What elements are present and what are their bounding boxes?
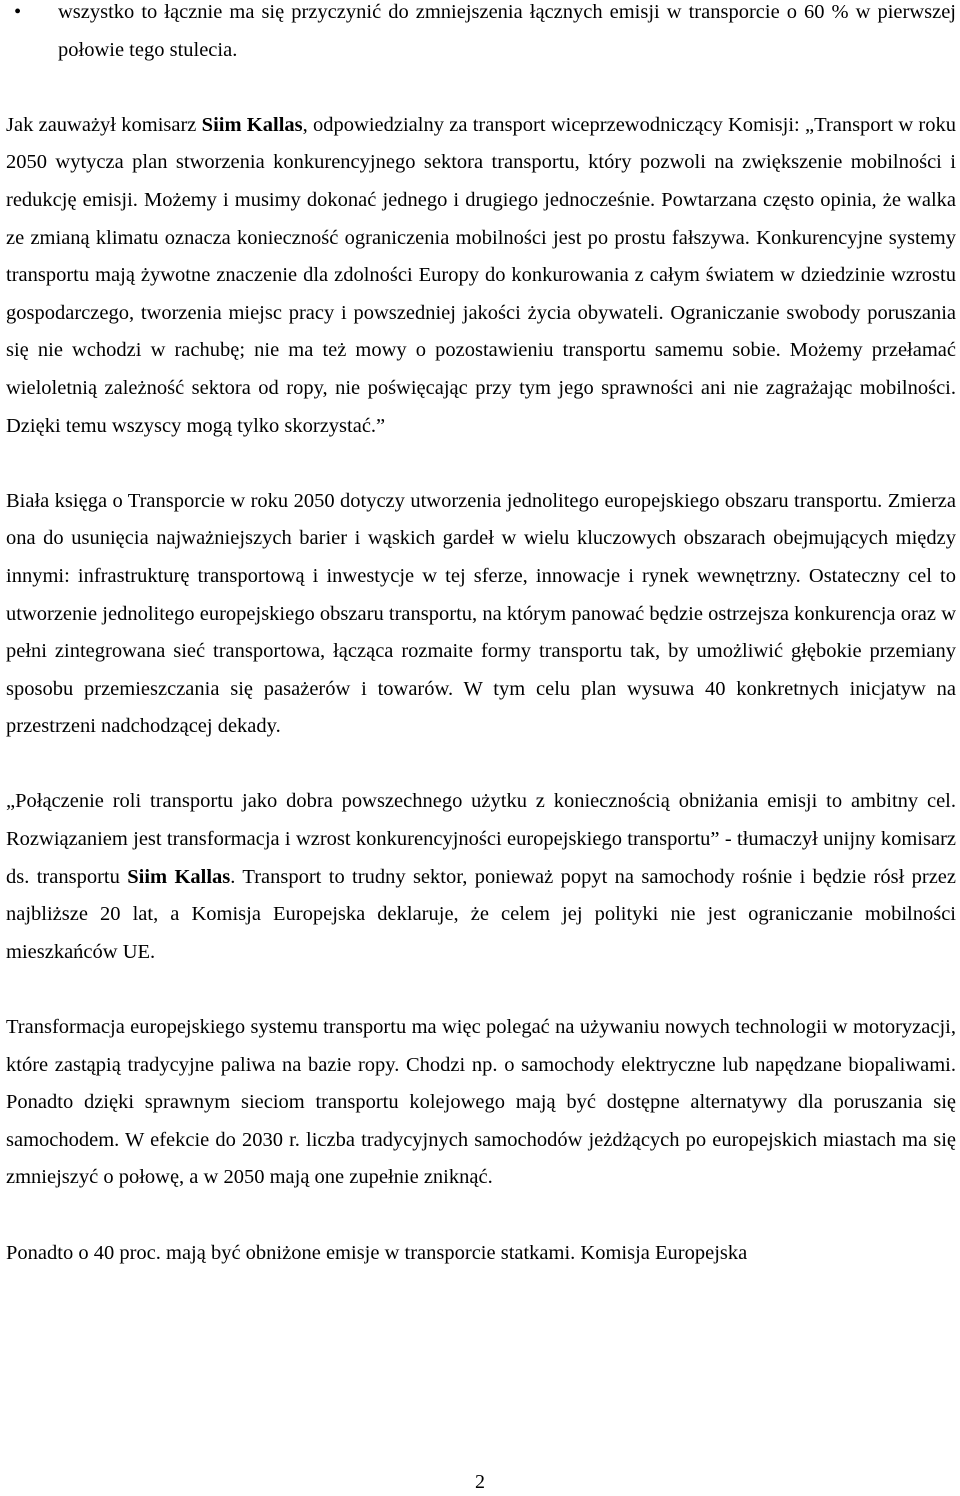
paragraph-kallas-quote (6, 107, 956, 445)
paragraph-text: „Połączenie roli transportu jako dobra powszechnego użytku z koniecznością obniżania emisji to ambitny cel. Rozwiązaniem jest transformacja i wzrost konkurencyjności europejskiego transportu” - tłumaczył unijny komisarz ds. transportu (6, 790, 956, 888)
paragraph-white-paper: Biała księga o Transporcie w roku 2050 dotyczy utworzenia jednolitego europejskiego obszaru transportu. Zmierza ona do usunięcia najważniejszych barier i wąskich gardeł w wielu kluczowych obszarach obejmujących między innymi: infrastrukturę transportową i inwestycje w tej sferze, innowacje i rynek wewnętrzny. Ostateczny cel to utworzenie jednolitego europejskiego obszaru transportu, na którym panować będzie ostrzejsza konkurencja oraz w pełni zintegrowana sieć transportowa, łącząca rozmaite formy transportu tak, by umożliwić głębokie przemiany sposobu przemieszczania się pasażerów i towarów. W tym celu plan wysuwa 40 konkretnych inicjatyw na przestrzeni nadchodzącej dekady. (6, 489, 956, 738)
paragraph-text: . Transport to trudny sektor, ponieważ popyt na samochody rośnie i będzie rósł przez najbliższe 20 lat, a Komisja Europejska deklaruje, że celem jej polityki nie jest ograniczanie mobilności mieszkańców UE. (6, 865, 957, 963)
paragraph-shipping: Ponadto o 40 proc. mają być obniżone emisje w transporcie statkami. Komisja Europejska (6, 1241, 748, 1264)
commissioner-name: Siim Kallas (201, 113, 303, 136)
document-body (6, 0, 956, 1272)
paragraph-transformation: Transformacja europejskiego systemu transportu ma więc polegać na używaniu nowych technologii w motoryzacji, które zastąpią tradycyjne paliwa na bazie ropy. Chodzi np. o samochody elektryczne lub napędzane biopaliwami. Ponadto dzięki sprawnym sieciom transportu kolejowego mają być dostępne alternatywy dla poruszania się samochodem. W efekcie do 2030 r. liczba tradycyjnych samochodów jeżdżących po europejskich miastach ma się zmniejszyć o połowę, a w 2050 mają one zupełnie zniknąć. (6, 1016, 956, 1189)
bullet-list-item (6, 0, 956, 69)
bullet-text: wszystko to łącznie ma się przyczynić do zmniejszenia łącznych emisji w transporcie o 60 % w pierwszej połowie tego stulecia. (58, 1, 956, 61)
paragraph-text: Jak zauważył komisarz (6, 113, 202, 136)
page-number: 2 (475, 1471, 485, 1493)
commissioner-name: Siim Kallas (127, 865, 231, 888)
bullet-icon: • (14, 1, 22, 23)
paragraph-text: , odpowiedzialny za transport wiceprzewodniczący Komisji: „Transport w roku 2050 wytycza plan stworzenia konkurencyjnego sektora transportu, który pozwoli na zwiększenie mobilności i redukcję emisji. Możemy i musimy dokonać jednego i drugiego jednocześnie. Powtarzana często opinia, że walka ze zmianą klimatu oznacza konieczność ograniczenia mobilności jest po prostu fałszywa. Konkurencyjne systemy transportu mają żywotne znaczenie dla zdolności Europy do konkurowania z całym światem w dziedzinie wzrostu gospodarczego, tworzenia miejsc pracy i powszedniej jakości życia obywateli. Ograniczanie swobody poruszania się nie wchodzi w rachubę; nie ma też mowy o pozostawieniu transportu samemu sobie. Możemy przełamać wieloletnią zależność sektora od ropy, nie poświęcając przy tym jego sprawności ani nie zagrażając mobilności. Dzięki temu wszyscy mogą tylko skorzystać.” (6, 113, 956, 437)
paragraph-commissioner-statement (6, 783, 956, 971)
